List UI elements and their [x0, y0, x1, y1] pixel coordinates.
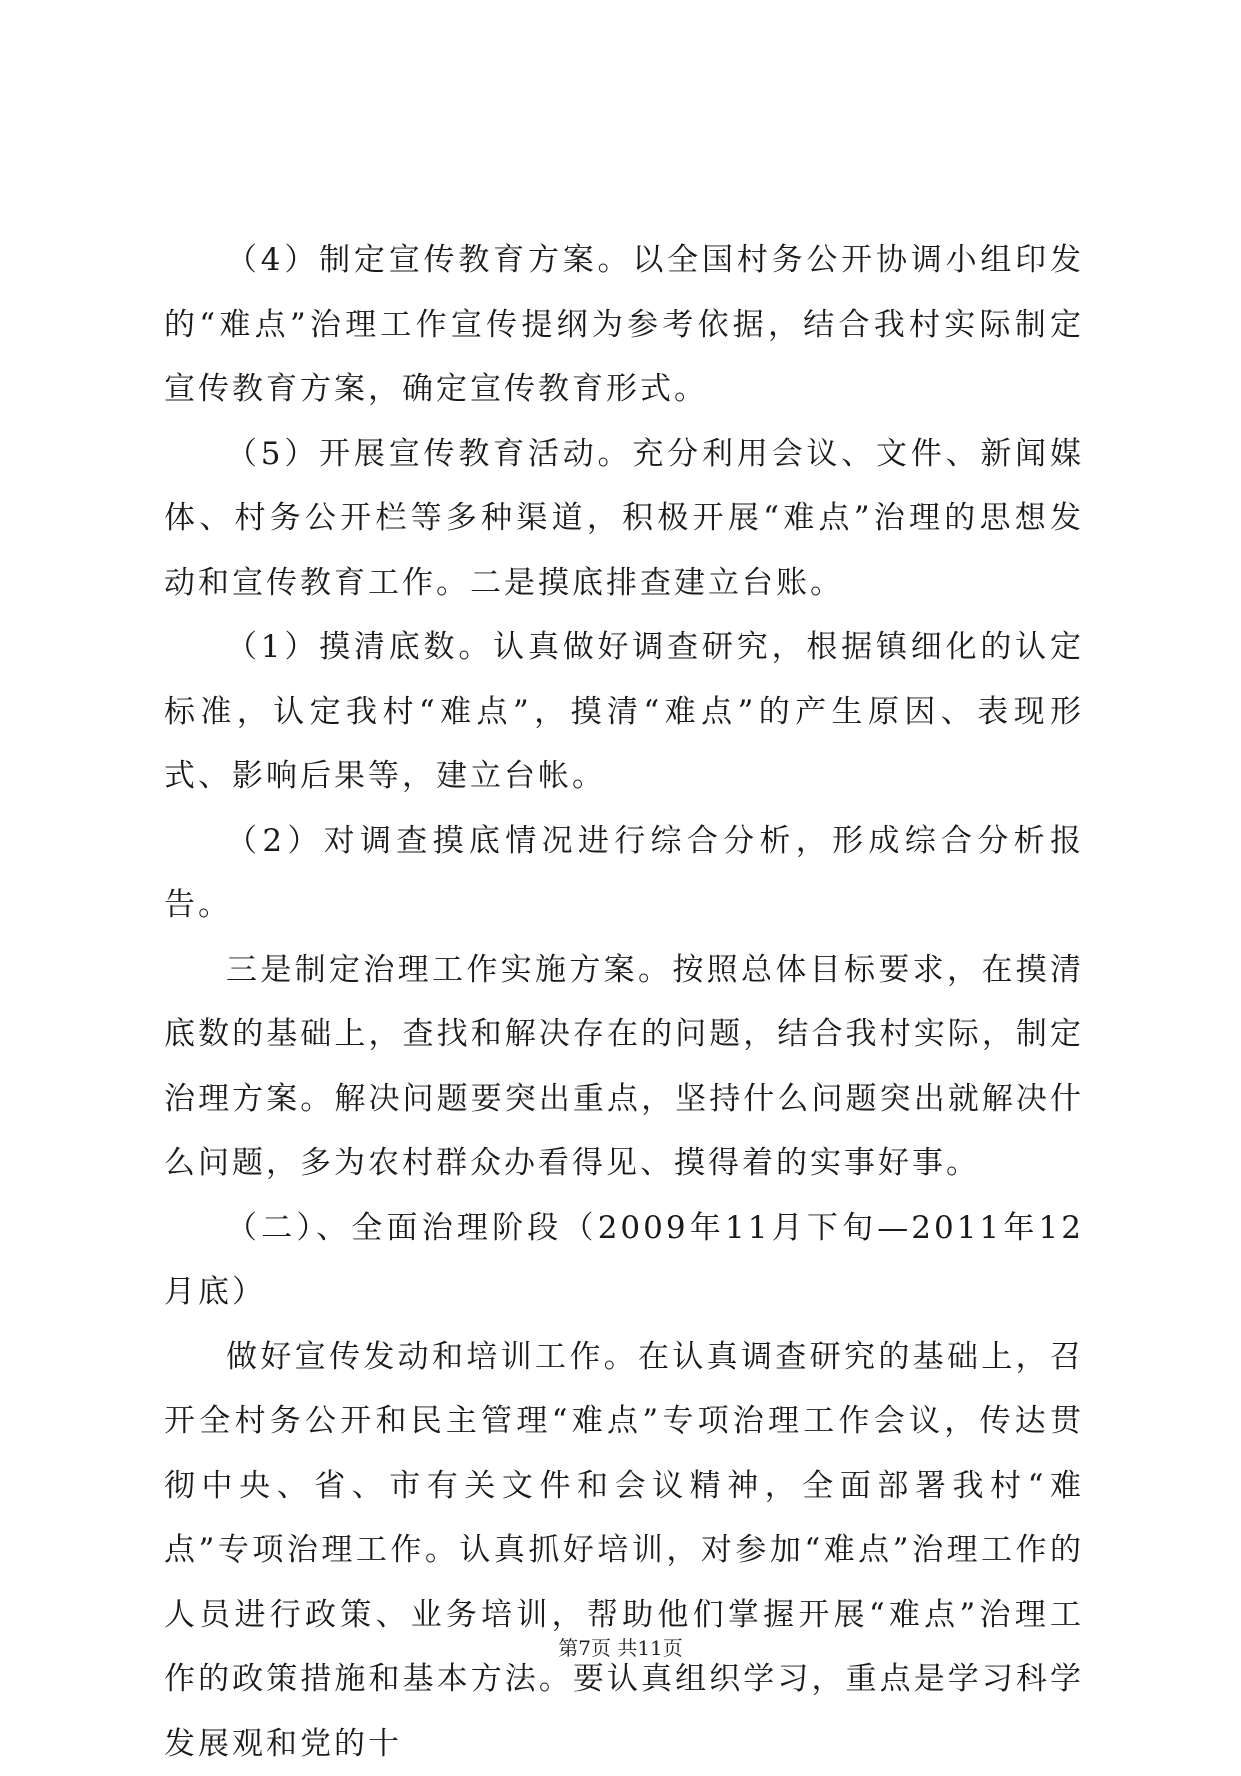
- paragraph-stage-heading: （二）、全面治理阶段（2009年11月下旬—2011年12月底）: [164, 1196, 1084, 1325]
- paragraph-survey-baseline: （1）摸清底数。认真做好调查研究，根据镇细化的认定标准，认定我村“难点”，摸清“难点”的产生原因、表现形式、影响后果等，建立台帐。: [164, 615, 1084, 809]
- paragraph-training-work: 做好宣传发动和培训工作。在认真调查研究的基础上，召开全村务公开和民主管理“难点”专项治理工作会议，传达贯彻中央、省、市有关文件和会议精神，全面部署我村“难点”专项治理工作。认真抓好培训，对参加“难点”治理工作的人员进行政策、业务培训，帮助他们掌握开展“难点”治理工作的政策措施和基本方法。要认真组织学习，重点是学习科学发展观和党的十: [164, 1325, 1084, 1776]
- page-number-footer: 第7页 共11页: [0, 1636, 1241, 1660]
- paragraph-propaganda-plan: （4）制定宣传教育方案。以全国村务公开协调小组印发的“难点”治理工作宣传提纲为参考依据，结合我村实际制定宣传教育方案，确定宣传教育形式。: [164, 228, 1084, 422]
- paragraph-propaganda-activities: （5）开展宣传教育活动。充分利用会议、文件、新闻媒体、村务公开栏等多种渠道，积极开展“难点”治理的思想发动和宣传教育工作。二是摸底排查建立台账。: [164, 422, 1084, 616]
- paragraph-implementation-plan: 三是制定治理工作实施方案。按照总体目标要求，在摸清底数的基础上，查找和解决存在的问题，结合我村实际，制定治理方案。解决问题要突出重点，坚持什么问题突出就解决什么问题，多为农村群众办看得见、摸得着的实事好事。: [164, 938, 1084, 1196]
- paragraph-analysis-report: （2）对调查摸底情况进行综合分析，形成综合分析报告。: [164, 809, 1084, 938]
- document-body: [164, 228, 1084, 1776]
